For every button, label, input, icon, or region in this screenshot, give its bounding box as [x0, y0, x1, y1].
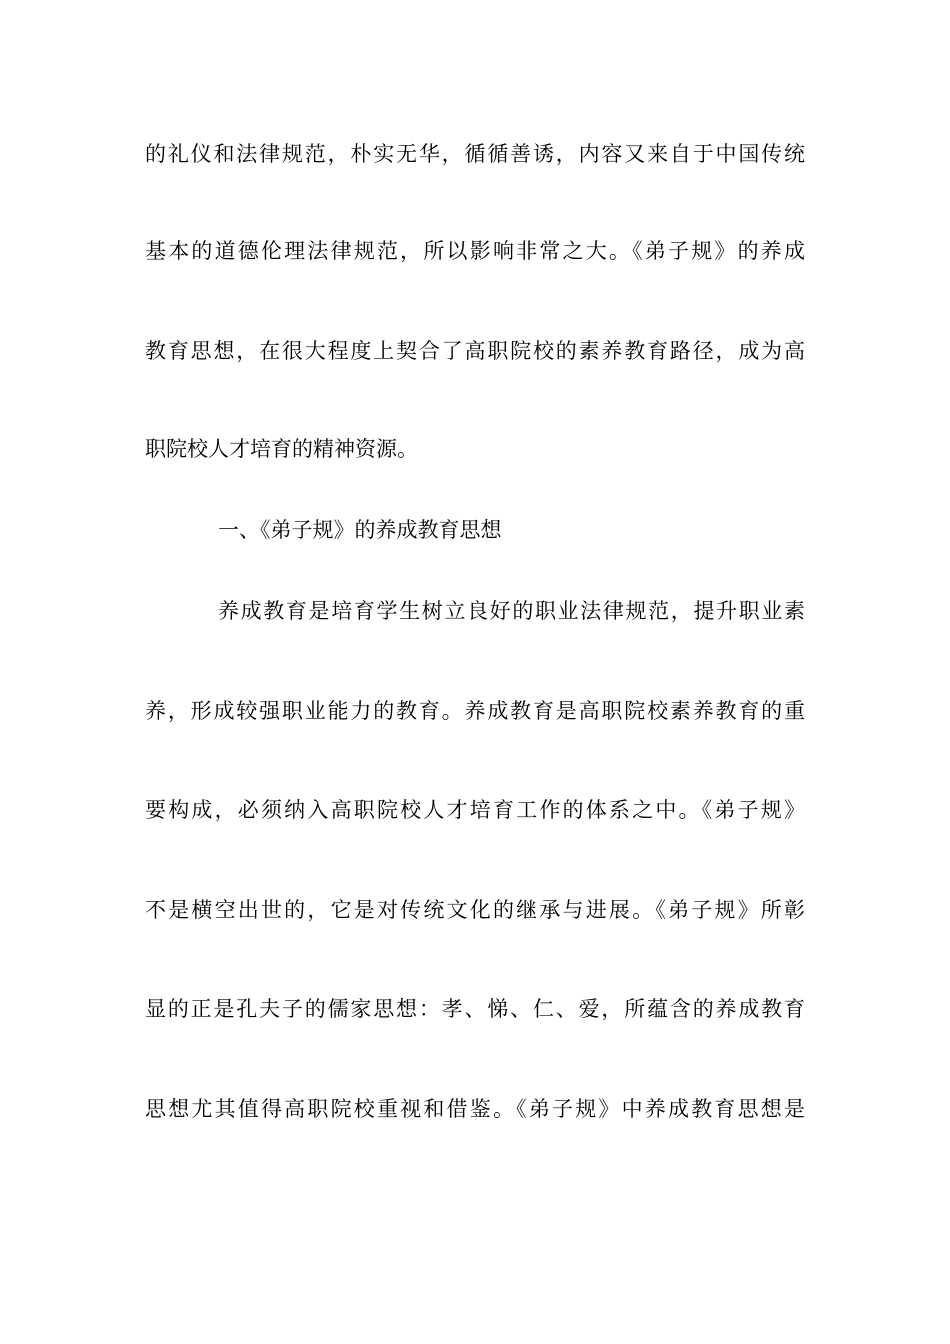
- paragraph-1-line-1: 的礼仪和法律规范，朴实无华，循循善诱，内容又来自于中国传统: [145, 142, 805, 166]
- paragraph-1-line-2: 基本的道德伦理法律规范，所以影响非常之大。《弟子规》的养成: [145, 239, 805, 263]
- paragraph-2-line-5: 显的正是孔夫子的儒家思想：孝、悌、仁、爱，所蕴含的养成教育: [145, 997, 805, 1021]
- paragraph-2-line-6: 思想尤其值得高职院校重视和借鉴。《弟子规》中养成教育思想是: [145, 1097, 805, 1121]
- paragraph-1-line-3: 教育思想，在很大程度上契合了高职院校的素养教育路径，成为高: [145, 339, 805, 363]
- paragraph-2-line-3: 要构成，必须纳入高职院校人才培育工作的体系之中。《弟子规》: [145, 798, 805, 822]
- paragraph-1-line-4: 职院校人才培育的精神资源。: [145, 437, 418, 461]
- paragraph-2-line-2: 养，形成较强职业能力的教育。养成教育是高职院校素养教育的重: [145, 699, 805, 723]
- section-heading-1: 一、《弟子规》的养成教育思想: [218, 518, 502, 542]
- paragraph-2-line-4: 不是横空出世的，它是对传统文化的继承与进展。《弟子规》所彰: [145, 898, 805, 922]
- paragraph-2-line-1: 养成教育是培育学生树立良好的职业法律规范，提升职业素: [218, 599, 805, 623]
